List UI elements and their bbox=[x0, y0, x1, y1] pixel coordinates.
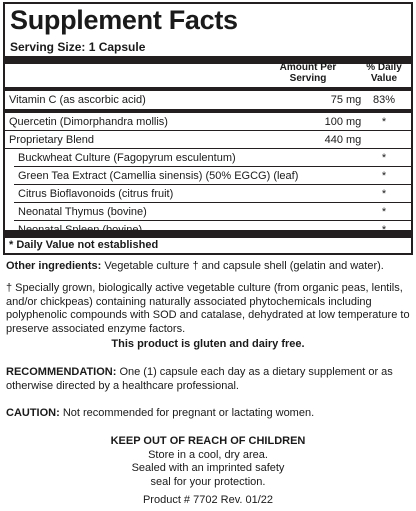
gluten-dairy-note bbox=[6, 338, 410, 352]
caution bbox=[6, 407, 410, 421]
storage-line-3: seal for your protection. bbox=[150, 475, 266, 488]
nutrient-name: Neonatal Thymus (bovine) bbox=[18, 206, 147, 218]
nutrient-row-vitamin-c bbox=[5, 91, 411, 109]
nutrient-row-thymus bbox=[5, 203, 411, 221]
nutrient-row-citrus bbox=[5, 185, 411, 203]
other-ingredients-text: Vegetable culture † and capsule shell (gelatin and water). bbox=[101, 260, 384, 272]
dagger-note: † Specially grown, biologically active vegetable culture (from organic peas, lentils, and/or chickpeas) containing naturally associated phytochemicals including polyphenolic compounds with SOD and catalase, dehydrated at low temperature to preserve associated enzyme factors. bbox=[6, 282, 410, 335]
header-rule-thick bbox=[5, 56, 411, 64]
supplement-facts-panel bbox=[3, 2, 413, 255]
nutrient-dv: * bbox=[381, 170, 387, 182]
nutrient-row-green-tea bbox=[5, 167, 411, 185]
storage-heading: KEEP OUT OF REACH OF CHILDREN bbox=[110, 435, 306, 447]
nutrient-amount: 100 bbox=[324, 116, 343, 128]
nutrient-name: Citrus Bioflavonoids (citrus fruit) bbox=[18, 188, 174, 200]
storage-line-2: Sealed with an imprinted safety bbox=[131, 462, 285, 474]
nutrient-name: Vitamin C (as ascorbic acid) bbox=[9, 94, 146, 106]
header-daily-value: % Daily Value bbox=[366, 62, 402, 84]
nutrient-dv: * bbox=[381, 116, 387, 128]
panel-title: Supplement Facts bbox=[10, 5, 238, 35]
nutrient-name: Quercetin (Dimorphandra mollis) bbox=[9, 116, 168, 128]
other-ingredients-label: Other ingredients: bbox=[6, 260, 102, 272]
daily-value-footnote: * Daily Value not established bbox=[9, 239, 159, 251]
nutrient-unit: mg bbox=[346, 94, 362, 106]
nutrient-name: Buckwheat Culture (Fagopyrum esculentum) bbox=[18, 152, 236, 164]
recommendation bbox=[6, 366, 410, 393]
nutrient-row-buckwheat bbox=[5, 149, 411, 167]
recommendation-label: RECOMMENDATION: bbox=[6, 366, 117, 378]
nutrient-dv: * bbox=[381, 206, 387, 218]
recommendation-text: One (1) capsule each day as a dietary supplement or as otherwise directed by a healthcare professional. bbox=[6, 366, 393, 392]
caution-label: CAUTION: bbox=[6, 407, 60, 419]
caution-text: Not recommended for pregnant or lactating women. bbox=[59, 407, 315, 419]
nutrient-amount: 440 bbox=[324, 134, 343, 146]
nutrient-unit: mg bbox=[346, 116, 362, 128]
nutrient-dv: * bbox=[381, 152, 387, 164]
nutrient-name: Green Tea Extract (Camellia sinensis) (50% EGCG) (leaf) bbox=[18, 170, 299, 182]
gluten-dairy-text: This product is gluten and dairy free. bbox=[111, 338, 305, 350]
nutrient-dv: 83% bbox=[372, 94, 396, 106]
nutrient-dv: * bbox=[381, 188, 387, 200]
nutrient-amount: 75 bbox=[330, 94, 343, 106]
other-ingredients bbox=[6, 260, 410, 274]
serving-size: Serving Size: 1 Capsule bbox=[10, 40, 146, 54]
footer-rule-thick bbox=[5, 230, 411, 238]
nutrient-unit: mg bbox=[346, 134, 362, 146]
product-number: Product # 7702 Rev. 01/22 bbox=[142, 494, 274, 506]
nutrient-row-proprietary-blend bbox=[5, 131, 411, 149]
storage-block bbox=[6, 435, 410, 489]
storage-line-1: Store in a cool, dry area. bbox=[148, 448, 268, 461]
header-amount-per-serving: Amount Per Serving bbox=[279, 62, 337, 84]
nutrient-row-quercetin bbox=[5, 113, 411, 131]
nutrient-name: Proprietary Blend bbox=[9, 134, 94, 146]
